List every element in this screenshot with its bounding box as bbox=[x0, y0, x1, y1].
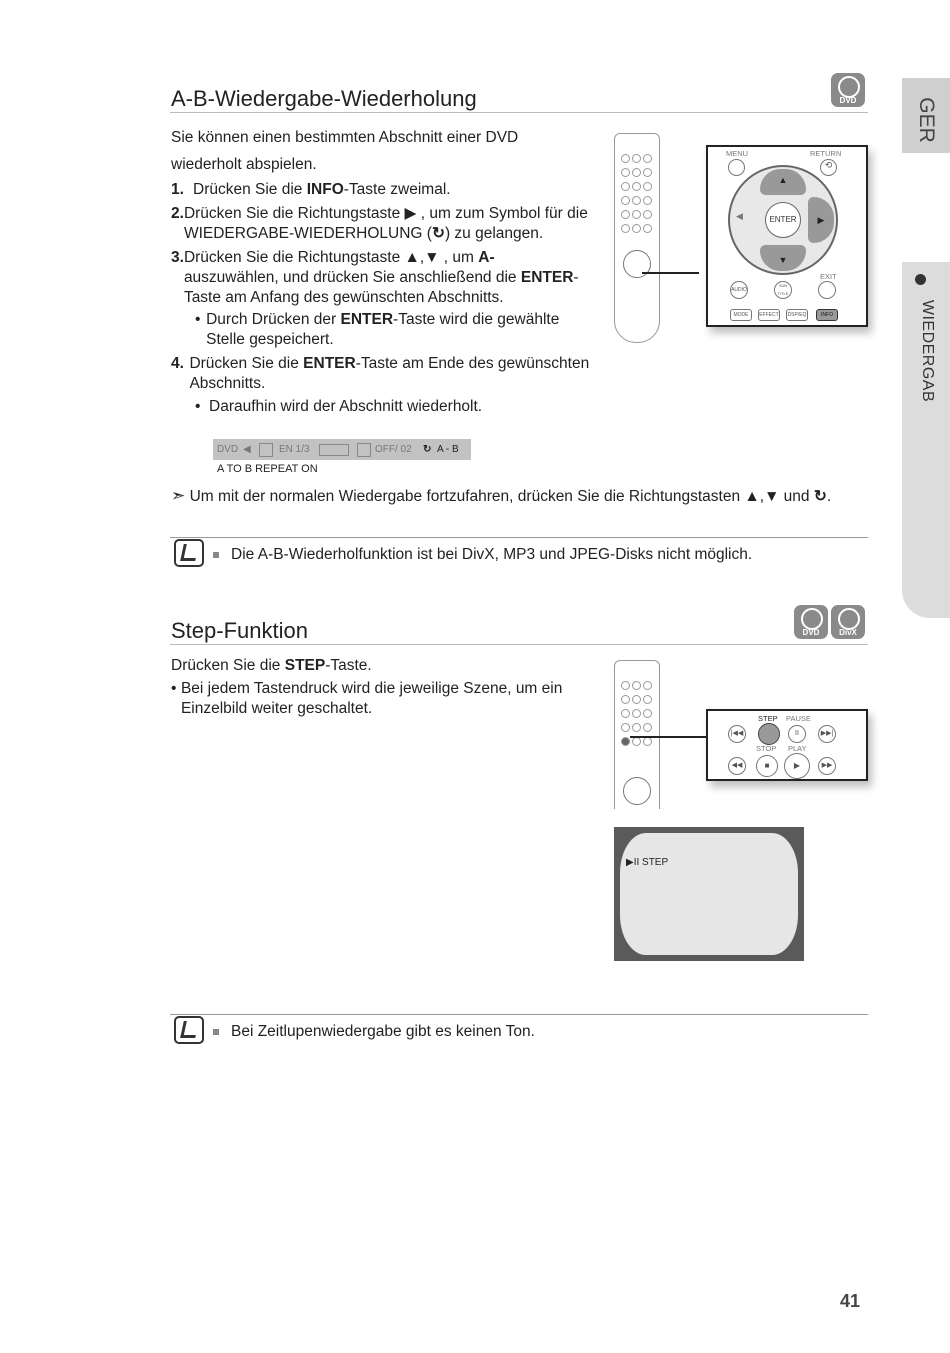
audio-button[interactable]: AUDIO bbox=[730, 281, 748, 299]
callout-line-2 bbox=[630, 736, 708, 738]
language-tab bbox=[902, 78, 950, 153]
skip-back-button[interactable]: |◀◀ bbox=[728, 725, 746, 743]
section2-title: Step-Funktion bbox=[171, 618, 308, 643]
osd-digital-icon bbox=[319, 444, 349, 456]
osd-subtitle-value: OFF/ 02 bbox=[375, 444, 412, 455]
return-button[interactable]: ⟲ bbox=[820, 159, 837, 176]
up-arrow-button[interactable]: ▲ bbox=[760, 169, 806, 195]
osd-repeat-icon: ↻ bbox=[423, 444, 432, 455]
play-button[interactable]: ▶ bbox=[784, 753, 810, 779]
callout-line-1b bbox=[697, 272, 699, 274]
osd-audio-icon bbox=[259, 443, 273, 457]
note-icon bbox=[174, 539, 204, 567]
note-icon-2 bbox=[174, 1016, 204, 1044]
step-button[interactable] bbox=[758, 723, 780, 745]
dvd-disc-icon: DVD bbox=[831, 73, 865, 107]
language-tab-label: GER bbox=[915, 97, 938, 143]
note1-rule bbox=[170, 537, 868, 538]
stop-button[interactable]: ■ bbox=[756, 755, 778, 777]
note2: Bei Zeitlupenwiedergabe gibt es keinen Ton. bbox=[213, 1022, 535, 1042]
osd-info-bar bbox=[213, 439, 471, 460]
osd-repeat-value: A - B bbox=[437, 444, 459, 455]
info-button[interactable]: INFO bbox=[816, 309, 838, 321]
remote-control-2 bbox=[614, 660, 660, 809]
remote-control-1 bbox=[614, 133, 660, 343]
mode-button[interactable]: MODE bbox=[730, 309, 752, 321]
effect-button[interactable]: EFFECT bbox=[758, 309, 780, 321]
remote-callout-navigation: MENU RETURN ⟲ ▲ ▼ ▶ ◀ ENTER EXIT AUDIO SUB TITLE MODE EFFECT DSP/EQ INFO bbox=[706, 145, 868, 327]
osd-left-arrow-icon: ◀ bbox=[243, 444, 251, 455]
fast-forward-button[interactable]: ▶▶ bbox=[818, 757, 836, 775]
tip-repeat-icon: ↻ bbox=[813, 488, 827, 505]
tip-arrow-icon: ➣ bbox=[171, 486, 186, 505]
section1-text: Sie können einen bestimmten Abschnitt einer DVD wiederholt abspielen. 1. Drücken Sie die INFO-Taste zweimal. 2. Drücken Sie die Richtungstaste ▶ , um zum Symbol für die WIEDERGABE-WIEDERHOLUNG (↻) zu gelangen. 3. Drücken Sie die Richtungstaste ▲,▼ , um A- auszuwählen, und drücken Sie anschließend die ENTER-Taste am Anfang des gewünschten Abschnitts. • Durch Drücken der ENTER-Taste wird die gewählte Stelle gespeichert. 4. Drücken Sie die ENTER-Taste am Ende des gewünschten Abschnitts. • Daraufhin wird der Abschnitt wiederholt. bbox=[171, 124, 591, 417]
intro-text: Sie können einen bestimmten Abschnitt einer DVD wiederholt abspielen. bbox=[171, 129, 519, 173]
pause-button[interactable]: II bbox=[788, 725, 806, 743]
subtitle-button[interactable]: SUB TITLE bbox=[774, 281, 792, 299]
down-arrow-button[interactable]: ▼ bbox=[760, 245, 806, 271]
menu-button[interactable] bbox=[728, 159, 745, 176]
direction-pad[interactable] bbox=[728, 165, 838, 275]
note2-rule bbox=[170, 1014, 868, 1015]
page-number: 41 bbox=[840, 1291, 861, 1311]
section-tab-dot bbox=[915, 274, 926, 285]
right-arrow-button[interactable]: ▶ bbox=[808, 197, 834, 243]
repeat-icon: ↻ bbox=[431, 225, 445, 242]
enter-button[interactable]: ENTER bbox=[765, 202, 801, 238]
note1: Die A-B-Wiederholfunktion ist bei DivX, MP3 und JPEG-Disks nicht möglich. bbox=[213, 545, 752, 565]
dvd-disc-icon-2: DVD bbox=[794, 605, 828, 639]
rewind-button[interactable]: ◀◀ bbox=[728, 757, 746, 775]
divx-disc-icon: DivX bbox=[831, 605, 865, 639]
osd-caption: A TO B REPEAT ON bbox=[217, 463, 318, 475]
osd-subtitle-icon bbox=[357, 443, 371, 457]
left-arrow-button: ◀ bbox=[736, 211, 743, 221]
callout-line-1 bbox=[642, 272, 698, 274]
tv-screen-step bbox=[614, 827, 804, 961]
section1-rule bbox=[170, 112, 868, 113]
exit-button[interactable] bbox=[818, 281, 836, 299]
tip-line: ➣ Um mit der normalen Wiedergabe fortzufahren, drücken Sie die Richtungstasten ▲,▼ und ↻. bbox=[171, 486, 832, 505]
section2-rule bbox=[170, 644, 868, 645]
skip-forward-button[interactable]: ▶▶| bbox=[818, 725, 836, 743]
remote-callout-step: STEP PAUSE |◀◀ II ▶▶| STOP PLAY ◀◀ ■ ▶ ▶▶ bbox=[706, 709, 868, 781]
section-tab bbox=[902, 262, 950, 618]
tv-step-text: ▶II STEP bbox=[626, 857, 669, 868]
osd-audio-value: EN 1/3 bbox=[279, 444, 310, 455]
section-tab-label: WIEDERGAB bbox=[919, 299, 936, 403]
osd-dvd-label: DVD bbox=[217, 444, 239, 455]
section1-title: A-B-Wiedergabe-Wiederholung bbox=[171, 86, 477, 111]
dsp-eq-button[interactable]: DSP/EQ bbox=[786, 309, 808, 321]
section2-text: Drücken Sie die STEP-Taste. • Bei jedem Tastendruck wird die jeweilige Szene, um ein Einzelbild weiter geschaltet. bbox=[171, 657, 563, 717]
